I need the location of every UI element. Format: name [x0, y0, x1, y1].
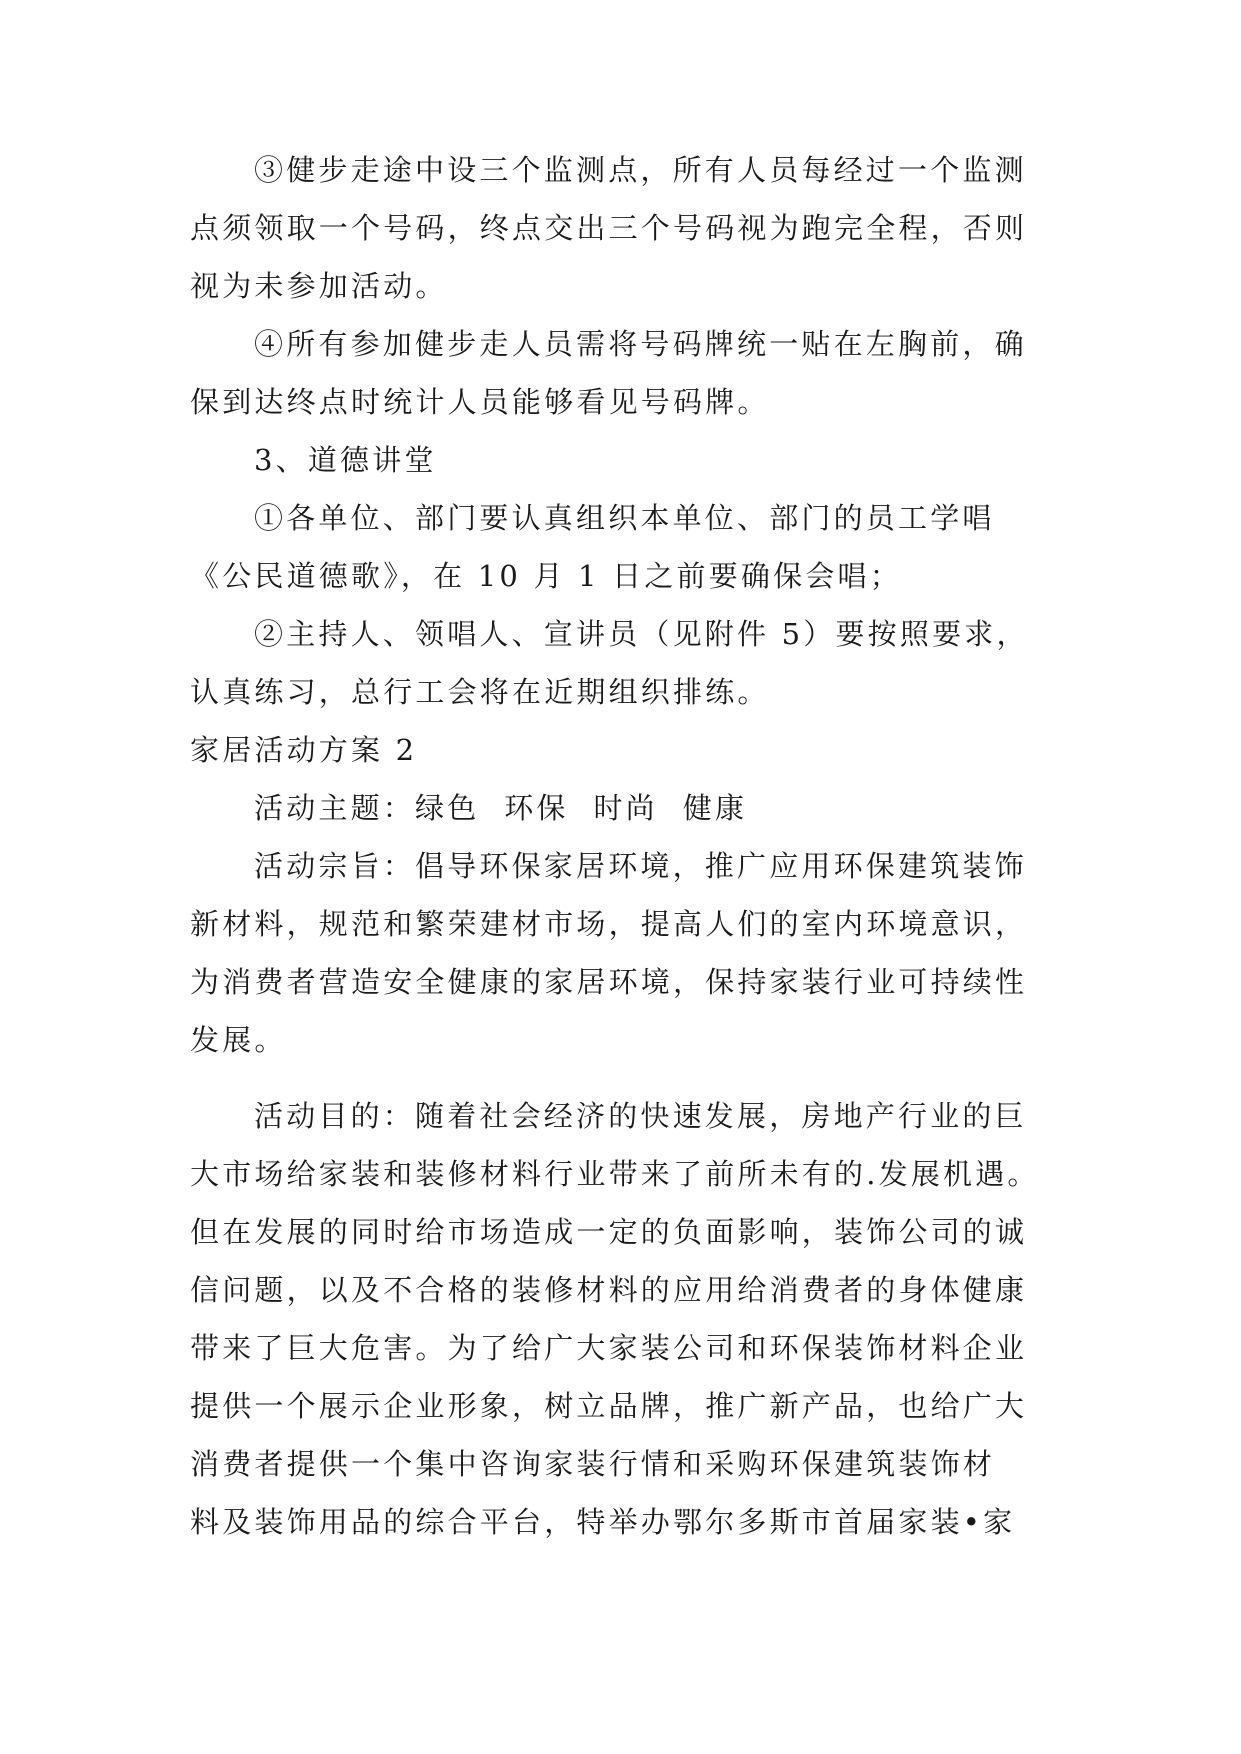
paragraph-line: 视为未参加活动。	[190, 269, 448, 303]
paragraph-line: 新材料，规范和繁荣建材市场，提高人们的室内环境意识，	[190, 907, 1028, 941]
paragraph-line: 保到达终点时统计人员能够看见号码牌。	[190, 385, 770, 419]
paragraph-line: 提供一个展示企业形象，树立品牌，推广新产品，也给广大	[190, 1389, 1028, 1423]
paragraph-line: 料及装饰用品的综合平台，特举办鄂尔多斯市首届家装•家	[190, 1505, 1016, 1539]
section-heading: 3、道德讲堂	[254, 443, 437, 477]
paragraph-line: 带来了巨大危害。为了给广大家装公司和环保装饰材料企业	[190, 1331, 1028, 1365]
document-title: 家居活动方案 2	[190, 733, 418, 767]
paragraph-line: ③健步走途中设三个监测点，所有人员每经过一个监测	[254, 153, 1027, 187]
paragraph-line: 发展。	[190, 1023, 287, 1057]
paragraph-line: 活动宗旨：倡导环保家居环境，推广应用环保建筑装饰	[254, 849, 1027, 883]
paragraph-line: 大市场给家装和装修材料行业带来了前所未有的.发展机遇。	[190, 1157, 1040, 1191]
paragraph-line: 消费者提供一个集中咨询家装行情和采购环保建筑装饰材	[190, 1447, 996, 1481]
paragraph-line: ②主持人、领唱人、宣讲员（见附件 5）要按照要求，	[254, 617, 1029, 651]
paragraph-line: 《公民道德歌》，在 10 月 1 日之前要确保会唱；	[190, 559, 902, 593]
paragraph-line: 活动主题：绿色 环保 时尚 健康	[254, 791, 748, 825]
paragraph-line: 为消费者营造安全健康的家居环境，保持家装行业可持续性	[190, 965, 1028, 999]
paragraph-line: 点须领取一个号码，终点交出三个号码视为跑完全程，否则	[190, 211, 1028, 245]
paragraph-line: ④所有参加健步走人员需将号码牌统一贴在左胸前，确	[254, 327, 1027, 361]
paragraph-line: 信问题，以及不合格的装修材料的应用给消费者的身体健康	[190, 1273, 1028, 1307]
paragraph-line: 但在发展的同时给市场造成一定的负面影响，装饰公司的诚	[190, 1215, 1028, 1249]
paragraph-line: 活动目的：随着社会经济的快速发展，房地产行业的巨	[254, 1099, 1027, 1133]
paragraph-line: ①各单位、部门要认真组织本单位、部门的员工学唱	[254, 501, 995, 535]
paragraph-line: 认真练习，总行工会将在近期组织排练。	[190, 675, 770, 709]
